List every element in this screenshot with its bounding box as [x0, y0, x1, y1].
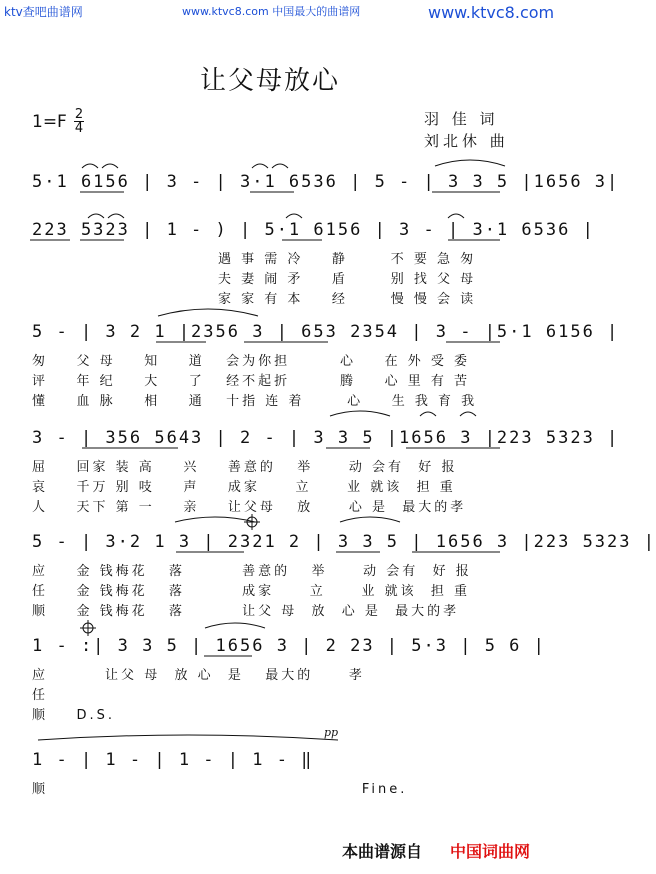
site-tagline: www.ktvc8.com 中国最大的曲谱网	[182, 5, 361, 18]
lyric-verse-3: 人 天下 第 一 亲 让父母 放 心 是 最大的孝	[32, 500, 467, 515]
notes: 5·1 6156 | 3 - | 3·1 6536 | 5 - | 3 3 5 |1656 3|	[32, 172, 620, 192]
lyric-verse-3: 顺 金 钱梅花 落 让父 母 放 心 是 最大的孝	[32, 604, 460, 619]
score-line-6	[32, 636, 546, 666]
score-line-4	[32, 428, 620, 458]
lyric-verse-2: 夫 妻 闹 矛 盾 别 找 父 母	[218, 272, 477, 287]
lyric-verse-2: 任 金 钱梅花 落 成家 立 业 就该 担 重	[32, 584, 470, 599]
time-signature	[74, 108, 84, 135]
score-line-5	[32, 532, 656, 562]
lyric-verse-2: 哀 千万 别 吱 声 成家 立 业 就该 担 重	[32, 480, 456, 495]
lyric-verse-3: 家 家 有 本 经 慢 慢 会 读	[218, 292, 477, 307]
lyric-verse-1: 匆 父 母 知 道 会为你担 心 在 外 受 委	[32, 354, 470, 369]
score-line-7	[32, 750, 502, 780]
lyric-verse-1: 屈 回家 装 高 兴 善意的 举 动 会有 好 报	[32, 460, 458, 475]
notes: 223 5323 | 1 - ) | 5·1 6156 | 3 - | 3·1 6536 |	[32, 220, 595, 240]
dynamic-marking: pp	[324, 726, 339, 739]
notes: 3 - | 356 5643 | 2 - | 3 3 5 |1656 3 |223 5323 |	[32, 428, 620, 448]
lyric-verse-1: 应 金 钱梅花 落 善意的 举 动 会有 好 报	[32, 564, 472, 579]
notes: 1 - :| 3 3 5 | 1656 3 | 2 23 | 5·3 | 5 6 |	[32, 636, 546, 656]
notes: 5 - | 3·2 1 3 | 2321 2 | 3 3 5 | 1656 3 |223 5323 |	[32, 532, 656, 552]
lyric-verse-2: 评 年 纪 大 了 经不起折 腾 心 里 有 苦	[32, 374, 470, 389]
lyric-verse-3: 懂 血 脉 相 通 十指 连 着 心 生 我 育 我	[32, 394, 478, 409]
lyric-verse-1: 应 让父 母 放 心 是 最大的 孝	[32, 668, 365, 683]
notes: 1 - | 1 - | 1 - | 1 - ‖	[32, 750, 314, 770]
key-signature: 1=F	[32, 112, 67, 132]
composer-credit: 刘北休 曲	[424, 132, 509, 150]
score-line-2	[32, 220, 595, 250]
lyric-verse-1: 遇 事 需 冷 静 不 要 急 匆	[218, 252, 477, 267]
score-line-3	[32, 322, 620, 352]
site-url: www.ktvc8.com	[428, 3, 555, 22]
meter-bottom: 4	[74, 121, 84, 136]
site-logo-text: ktv查吧曲谱网	[4, 5, 83, 19]
score-line-1	[32, 172, 620, 202]
footer-source-label: 本曲谱源自	[341, 842, 422, 861]
lyric-verse-3: 顺 D.S.	[32, 708, 116, 723]
notes: 5 - | 3 2 1 |2356 3 | 653 2354 | 3 - |5·1 6156 |	[32, 322, 620, 342]
lyric-verse-2: 任	[32, 688, 49, 703]
song-title: 让父母放心	[199, 66, 340, 96]
footer-source-site: 中国词曲网	[449, 842, 530, 861]
lyricist-credit: 羽 佳 词	[424, 110, 499, 128]
lyric-line: 顺 Fine.	[32, 782, 408, 797]
meter-top: 2	[74, 107, 84, 122]
